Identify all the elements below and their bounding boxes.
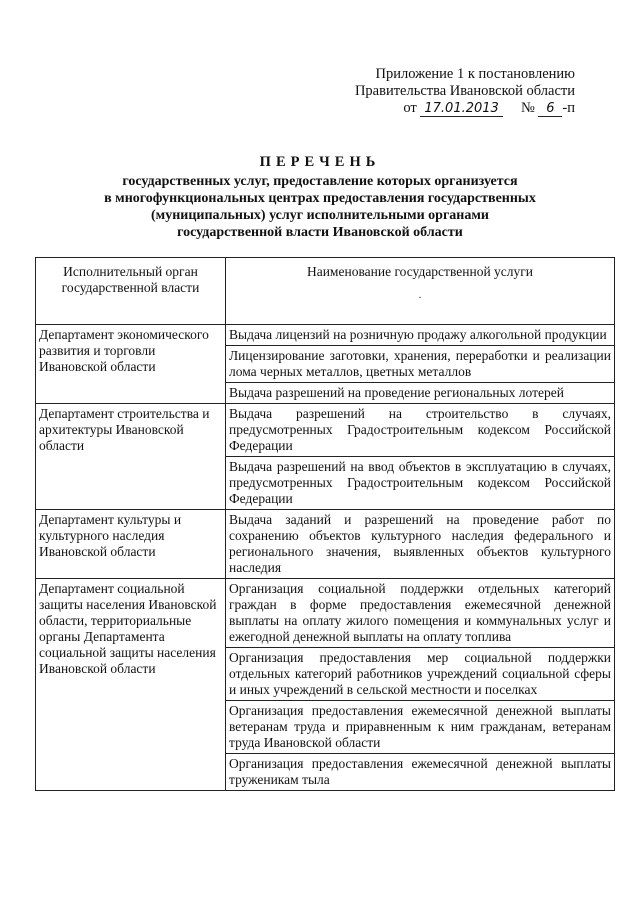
service-cell: Выдача заданий и разрешений на проведение работ по сохранению объектов культурного наследия федерального и регионального значения, выявленных объектов культурного наследия (226, 510, 615, 579)
service-cell: Выдача разрешений на проведение региональных лотерей (226, 383, 615, 404)
header-service (226, 258, 615, 325)
service-cell: Лицензирование заготовки, хранения, переработки и реализации лома черных металлов, цветных металлов (226, 346, 615, 383)
service-cell: Выдача разрешений на строительство в случаях, предусмотренных Градостроительным кодексом Российской Федерации (226, 404, 615, 457)
org-cell: Департамент культуры и культурного наследия Ивановской области (36, 510, 226, 579)
header-org: Исполнительный орган государственной власти (36, 258, 226, 325)
service-cell: Выдача разрешений на ввод объектов в эксплуатацию в случаях, предусмотренных Градостроительным кодексом Российской Федерации (226, 457, 615, 510)
handwritten-date: 17.01.2013 (420, 102, 502, 117)
org-cell: Департамент строительства и архитектуры Ивановской области (36, 404, 226, 510)
header-service-label: Наименование государственной услуги (306, 264, 534, 279)
appendix-line-2: Правительства Ивановской области (354, 83, 575, 99)
appendix-block (330, 66, 575, 117)
number-suffix: -п (562, 100, 575, 116)
number-label: № (520, 100, 535, 116)
org-cell: Департамент социальной защиты населения Ивановской области, территориальные органы Департамента социальной защиты населения Ивановской области (36, 579, 226, 791)
document-subtitle (80, 173, 560, 241)
service-cell: Организация предоставления мер социальной поддержки отдельных категорий работников учреждений социальной сферы и иных учреждений в сельской местности и поселках (226, 648, 615, 701)
service-cell: Организация социальной поддержки отдельных категорий граждан в форме предоставления ежемесячной денежной выплаты на оплату жилого помещения и коммунальных услуг и ежегодной денежной выплаты на оплату топлива (226, 579, 615, 648)
appendix-line-1: Приложение 1 к постановлению (375, 66, 575, 82)
service-cell: Организация предоставления ежемесячной денежной выплаты труженикам тыла (226, 754, 615, 791)
services-table (35, 257, 615, 791)
from-label: от (403, 100, 417, 116)
handwritten-number: 6 (538, 102, 562, 117)
org-cell: Департамент экономического развития и торговли Ивановской области (36, 325, 226, 404)
appendix-date-line (330, 100, 575, 117)
table-header-row (36, 258, 615, 325)
service-cell: Выдача лицензий на розничную продажу алкогольной продукции (226, 325, 615, 346)
service-cell: Организация предоставления ежемесячной денежной выплаты ветеранам труда и приравненным к ним гражданам, ветеранам труда Ивановской области (226, 701, 615, 754)
table-row (36, 579, 615, 648)
subtitle-line: государственных услуг, предоставление которых организуется (122, 174, 518, 189)
document-title: ПЕРЕЧЕНЬ (259, 154, 381, 170)
table-row (36, 404, 615, 457)
subtitle-line: в многофункциональных центрах предоставления государственных (104, 191, 536, 206)
subtitle-line: (муниципальных) услуг исполнительными органами (151, 208, 489, 223)
subtitle-line: государственной власти Ивановской области (177, 225, 463, 240)
stray-mark: · (418, 293, 422, 304)
table-row (36, 325, 615, 346)
table-row (36, 510, 615, 579)
